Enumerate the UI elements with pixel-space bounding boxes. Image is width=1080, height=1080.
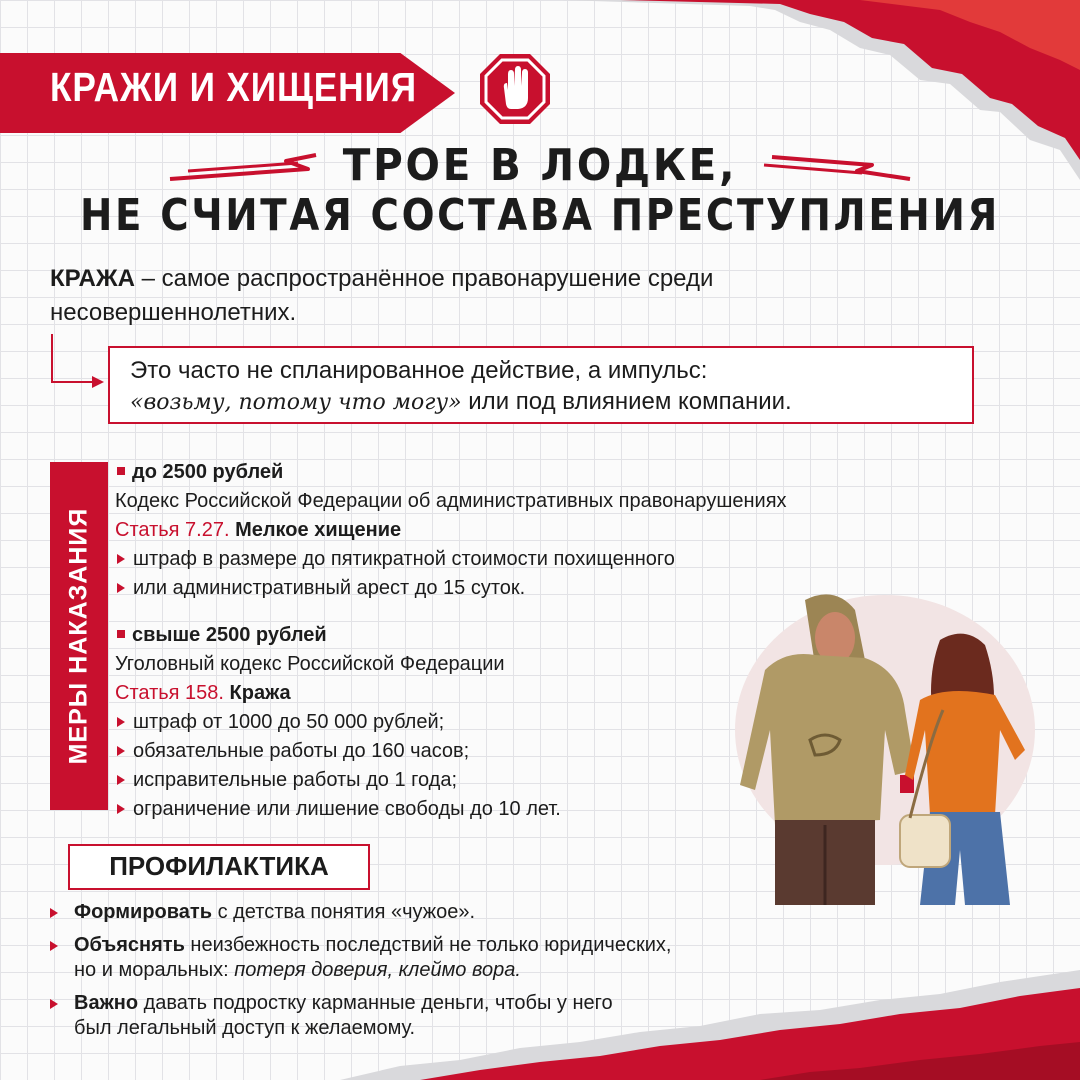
side-band-label: МЕРЫ НАКАЗАНИЯ <box>64 507 93 765</box>
list-item: Формировать с детства понятия «чужое». <box>50 900 850 925</box>
callout-quote: «возьму, потому что могу» <box>130 390 462 415</box>
square-bullet-icon <box>117 467 125 475</box>
measure-code: Кодекс Российской Федерации об административных правонарушениях <box>115 490 787 512</box>
list-item: штраф от 1000 до 50 000 рублей; <box>115 708 975 737</box>
list-item: обязательные работы до 160 часов; <box>115 737 975 766</box>
prevention-list <box>50 900 850 1049</box>
list-item: или административный арест до 15 суток. <box>115 574 975 603</box>
measure-amount: до 2500 рублей <box>132 461 284 483</box>
triangle-bullet-icon <box>117 554 125 564</box>
headline-line-1: ТРОЕ В ЛОДКЕ, <box>342 140 738 191</box>
triangle-bullet-icon <box>50 999 58 1009</box>
triangle-bullet-icon <box>50 908 58 918</box>
square-bullet-icon <box>117 630 125 638</box>
lead-paragraph <box>50 262 750 330</box>
list-item: Объяснять неизбежность последствий не только юридических, но и моральных: потеря доверия, клеймо вора. <box>50 933 850 983</box>
measure-article-name: Мелкое хищение <box>229 519 402 541</box>
callout-line-2: или под влиянием компании. <box>461 388 792 415</box>
lead-text: – самое распространённое правонарушение среди несовершеннолетних. <box>50 265 714 326</box>
triangle-bullet-icon <box>117 775 125 785</box>
list-item: исправительные работы до 1 года; <box>115 766 975 795</box>
list-item: штраф в размере до пятикратной стоимости похищенного <box>115 545 975 574</box>
triangle-bullet-icon <box>117 804 125 814</box>
callout-line-1: Это часто не спланированное действие, а импульс: <box>130 357 708 384</box>
triangle-bullet-icon <box>117 746 125 756</box>
measure-article-name: Кража <box>223 682 291 704</box>
callout-box <box>108 346 974 424</box>
list-item: Важно давать подростку карманные деньги, чтобы у него был легальный доступ к желаемому. <box>50 991 850 1041</box>
list-item: ограничение или лишение свободы до 10 лет. <box>115 795 975 824</box>
triangle-bullet-icon <box>117 583 125 593</box>
measure-article: Статья 7.27. <box>115 519 230 541</box>
lead-term: КРАЖА <box>50 265 135 292</box>
pickpocket-illustration <box>715 580 1035 910</box>
measure-code: Уголовный кодекс Российской Федерации <box>115 653 505 675</box>
measure-amount: свыше 2500 рублей <box>132 624 327 646</box>
prevention-title: ПРОФИЛАКТИКА <box>109 851 329 881</box>
triangle-bullet-icon <box>117 717 125 727</box>
headline-line-2: НЕ СЧИТАЯ СОСТАВА ПРЕСТУПЛЕНИЯ <box>80 190 1000 241</box>
triangle-bullet-icon <box>50 941 58 951</box>
stop-hand-icon <box>478 52 552 126</box>
arrow-icon <box>50 330 110 390</box>
page-title: КРАЖИ И ХИЩЕНИЯ <box>50 64 417 110</box>
measure-article: Статья 158. <box>115 682 224 704</box>
